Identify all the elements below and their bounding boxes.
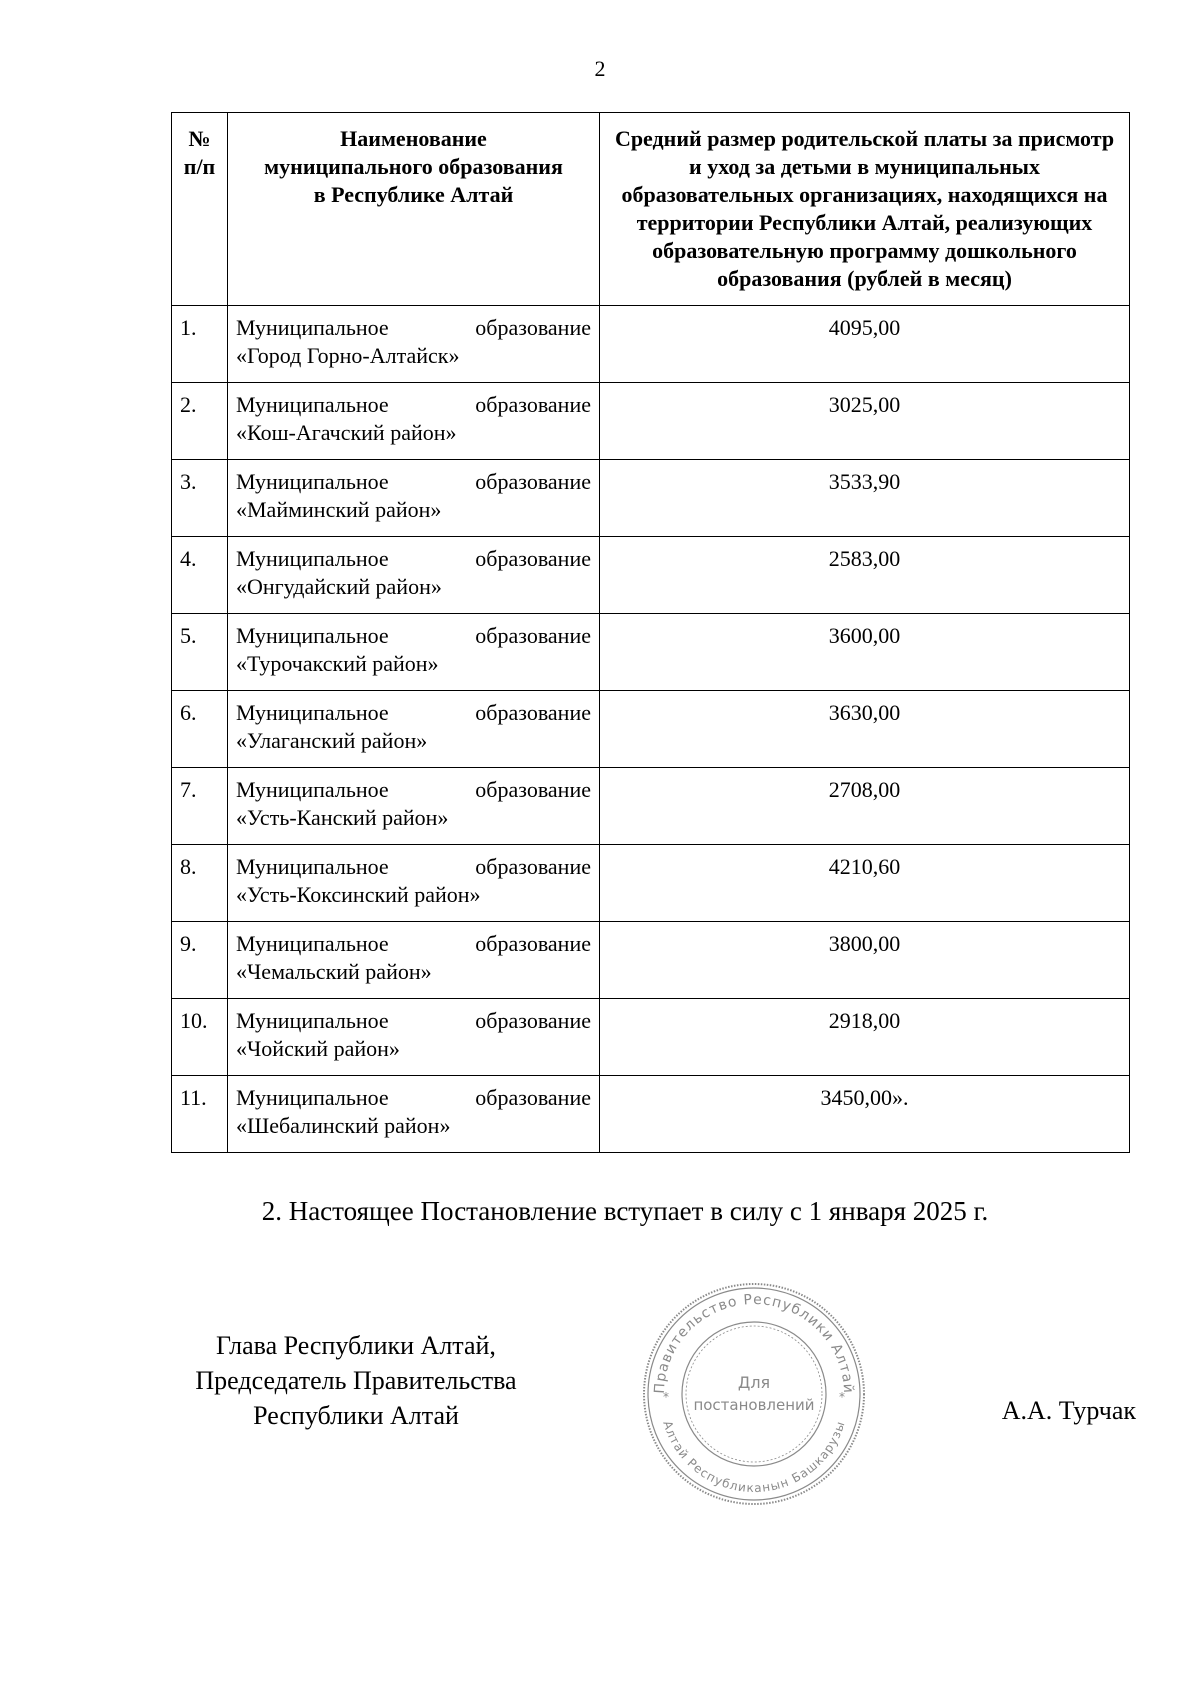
seal-center-line1: Для [737, 1373, 771, 1392]
row-municipality-word: Муниципальное [236, 931, 389, 956]
row-municipality-word: образование [475, 546, 591, 571]
row-municipality-title: «Онгудайский район» [236, 574, 442, 599]
row-number: 10. [172, 999, 228, 1076]
header-number: № п/п [172, 113, 228, 306]
row-municipality-title: «Чемальский район» [236, 959, 432, 984]
row-number: 11. [172, 1076, 228, 1153]
row-municipality-title: «Город Горно-Алтайск» [236, 343, 460, 368]
signer-title-line: Глава Республики Алтай, [216, 1331, 496, 1360]
row-municipality [228, 614, 600, 691]
row-number: 8. [172, 845, 228, 922]
row-municipality-word: Муниципальное [236, 1008, 389, 1033]
row-municipality-word: Муниципальное [236, 777, 389, 802]
row-fee-value: 3450,00». [600, 1076, 1130, 1153]
row-municipality-word: Муниципальное [236, 854, 389, 879]
table-row [172, 999, 1130, 1076]
row-municipality-word: образование [475, 392, 591, 417]
row-municipality [228, 1076, 600, 1153]
seal-outer-top-text: Правительство Республики Алтай [651, 1291, 857, 1395]
row-municipality-title: «Турочакский район» [236, 651, 439, 676]
signer-name: А.А. Турчак [1001, 1396, 1136, 1425]
table-row [172, 383, 1130, 460]
row-municipality-word: Муниципальное [236, 1085, 389, 1110]
row-municipality [228, 999, 600, 1076]
row-number: 2. [172, 383, 228, 460]
row-number: 7. [172, 768, 228, 845]
row-number: 9. [172, 922, 228, 999]
table-row [172, 460, 1130, 537]
row-municipality [228, 922, 600, 999]
table-header-row [172, 113, 1130, 306]
row-municipality [228, 691, 600, 768]
row-municipality-title: «Чойский район» [236, 1036, 400, 1061]
row-municipality-word: образование [475, 469, 591, 494]
seal-outer-bottom-text: Алтай Республиканын Башкарузы [660, 1418, 848, 1496]
row-municipality [228, 383, 600, 460]
official-seal [640, 1280, 868, 1508]
svg-text:*: * [839, 1390, 845, 1404]
row-municipality [228, 845, 600, 922]
row-municipality-word: образование [475, 623, 591, 648]
row-number: 4. [172, 537, 228, 614]
table-row [172, 537, 1130, 614]
header-average-fee: Средний размер родительской платы за присмотр и уход за детьми в муниципальных образовательных организациях, находящихся на территории Республики Алтай, реализующих образовательную программу дошкольного образования (рублей в месяц) [600, 113, 1130, 306]
clause-effective-date: 2. Настоящее Постановление вступает в силу с 1 января 2025 г. [261, 1196, 989, 1226]
header-municipality: Наименование муниципального образования в Республике Алтай [228, 113, 600, 306]
row-fee-value: 4210,60 [600, 845, 1130, 922]
row-municipality [228, 537, 600, 614]
table-row [172, 1076, 1130, 1153]
row-municipality-word: образование [475, 777, 591, 802]
row-municipality-word: Муниципальное [236, 469, 389, 494]
svg-text:*: * [663, 1390, 669, 1404]
table-row [172, 614, 1130, 691]
signer-title [164, 1328, 548, 1433]
row-number: 3. [172, 460, 228, 537]
row-municipality-word: Муниципальное [236, 623, 389, 648]
row-fee-value: 2583,00 [600, 537, 1130, 614]
signer-title-line: Республики Алтай [253, 1401, 459, 1430]
row-municipality-title: «Кош-Агачский район» [236, 420, 457, 445]
row-municipality-title: «Усть-Канский район» [236, 805, 449, 830]
row-municipality-title: «Улаганский район» [236, 728, 428, 753]
table-row [172, 768, 1130, 845]
seal-center-line2: постановлений [693, 1396, 815, 1414]
row-municipality-title: «Усть-Коксинский район» [236, 882, 481, 907]
row-municipality-word: Муниципальное [236, 546, 389, 571]
row-fee-value: 3630,00 [600, 691, 1130, 768]
row-fee-value: 2918,00 [600, 999, 1130, 1076]
svg-text:Алтай Республиканын Башкарузы [660, 1419, 848, 1495]
row-municipality [228, 460, 600, 537]
row-municipality [228, 306, 600, 383]
row-municipality-word: образование [475, 1085, 591, 1110]
row-fee-value: 3600,00 [600, 614, 1130, 691]
row-fee-value: 2708,00 [600, 768, 1130, 845]
row-number: 6. [172, 691, 228, 768]
row-municipality-word: образование [475, 854, 591, 879]
row-municipality-word: образование [475, 931, 591, 956]
row-fee-value: 3800,00 [600, 922, 1130, 999]
row-number: 1. [172, 306, 228, 383]
row-municipality-word: Муниципальное [236, 315, 389, 340]
row-fee-value: 3025,00 [600, 383, 1130, 460]
row-municipality-word: образование [475, 315, 591, 340]
row-municipality-word: образование [475, 1008, 591, 1033]
row-fee-value: 3533,90 [600, 460, 1130, 537]
table-row [172, 306, 1130, 383]
table-row [172, 922, 1130, 999]
row-municipality [228, 768, 600, 845]
page-number: 2 [594, 56, 606, 81]
fees-table [171, 112, 1130, 1153]
row-municipality-title: «Шебалинский район» [236, 1113, 451, 1138]
table-row [172, 845, 1130, 922]
row-fee-value: 4095,00 [600, 306, 1130, 383]
row-number: 5. [172, 614, 228, 691]
row-municipality-word: Муниципальное [236, 392, 389, 417]
table-row [172, 691, 1130, 768]
row-municipality-word: Муниципальное [236, 700, 389, 725]
signer-title-line: Председатель Правительства [195, 1366, 517, 1395]
row-municipality-word: образование [475, 700, 591, 725]
row-municipality-title: «Майминский район» [236, 497, 442, 522]
